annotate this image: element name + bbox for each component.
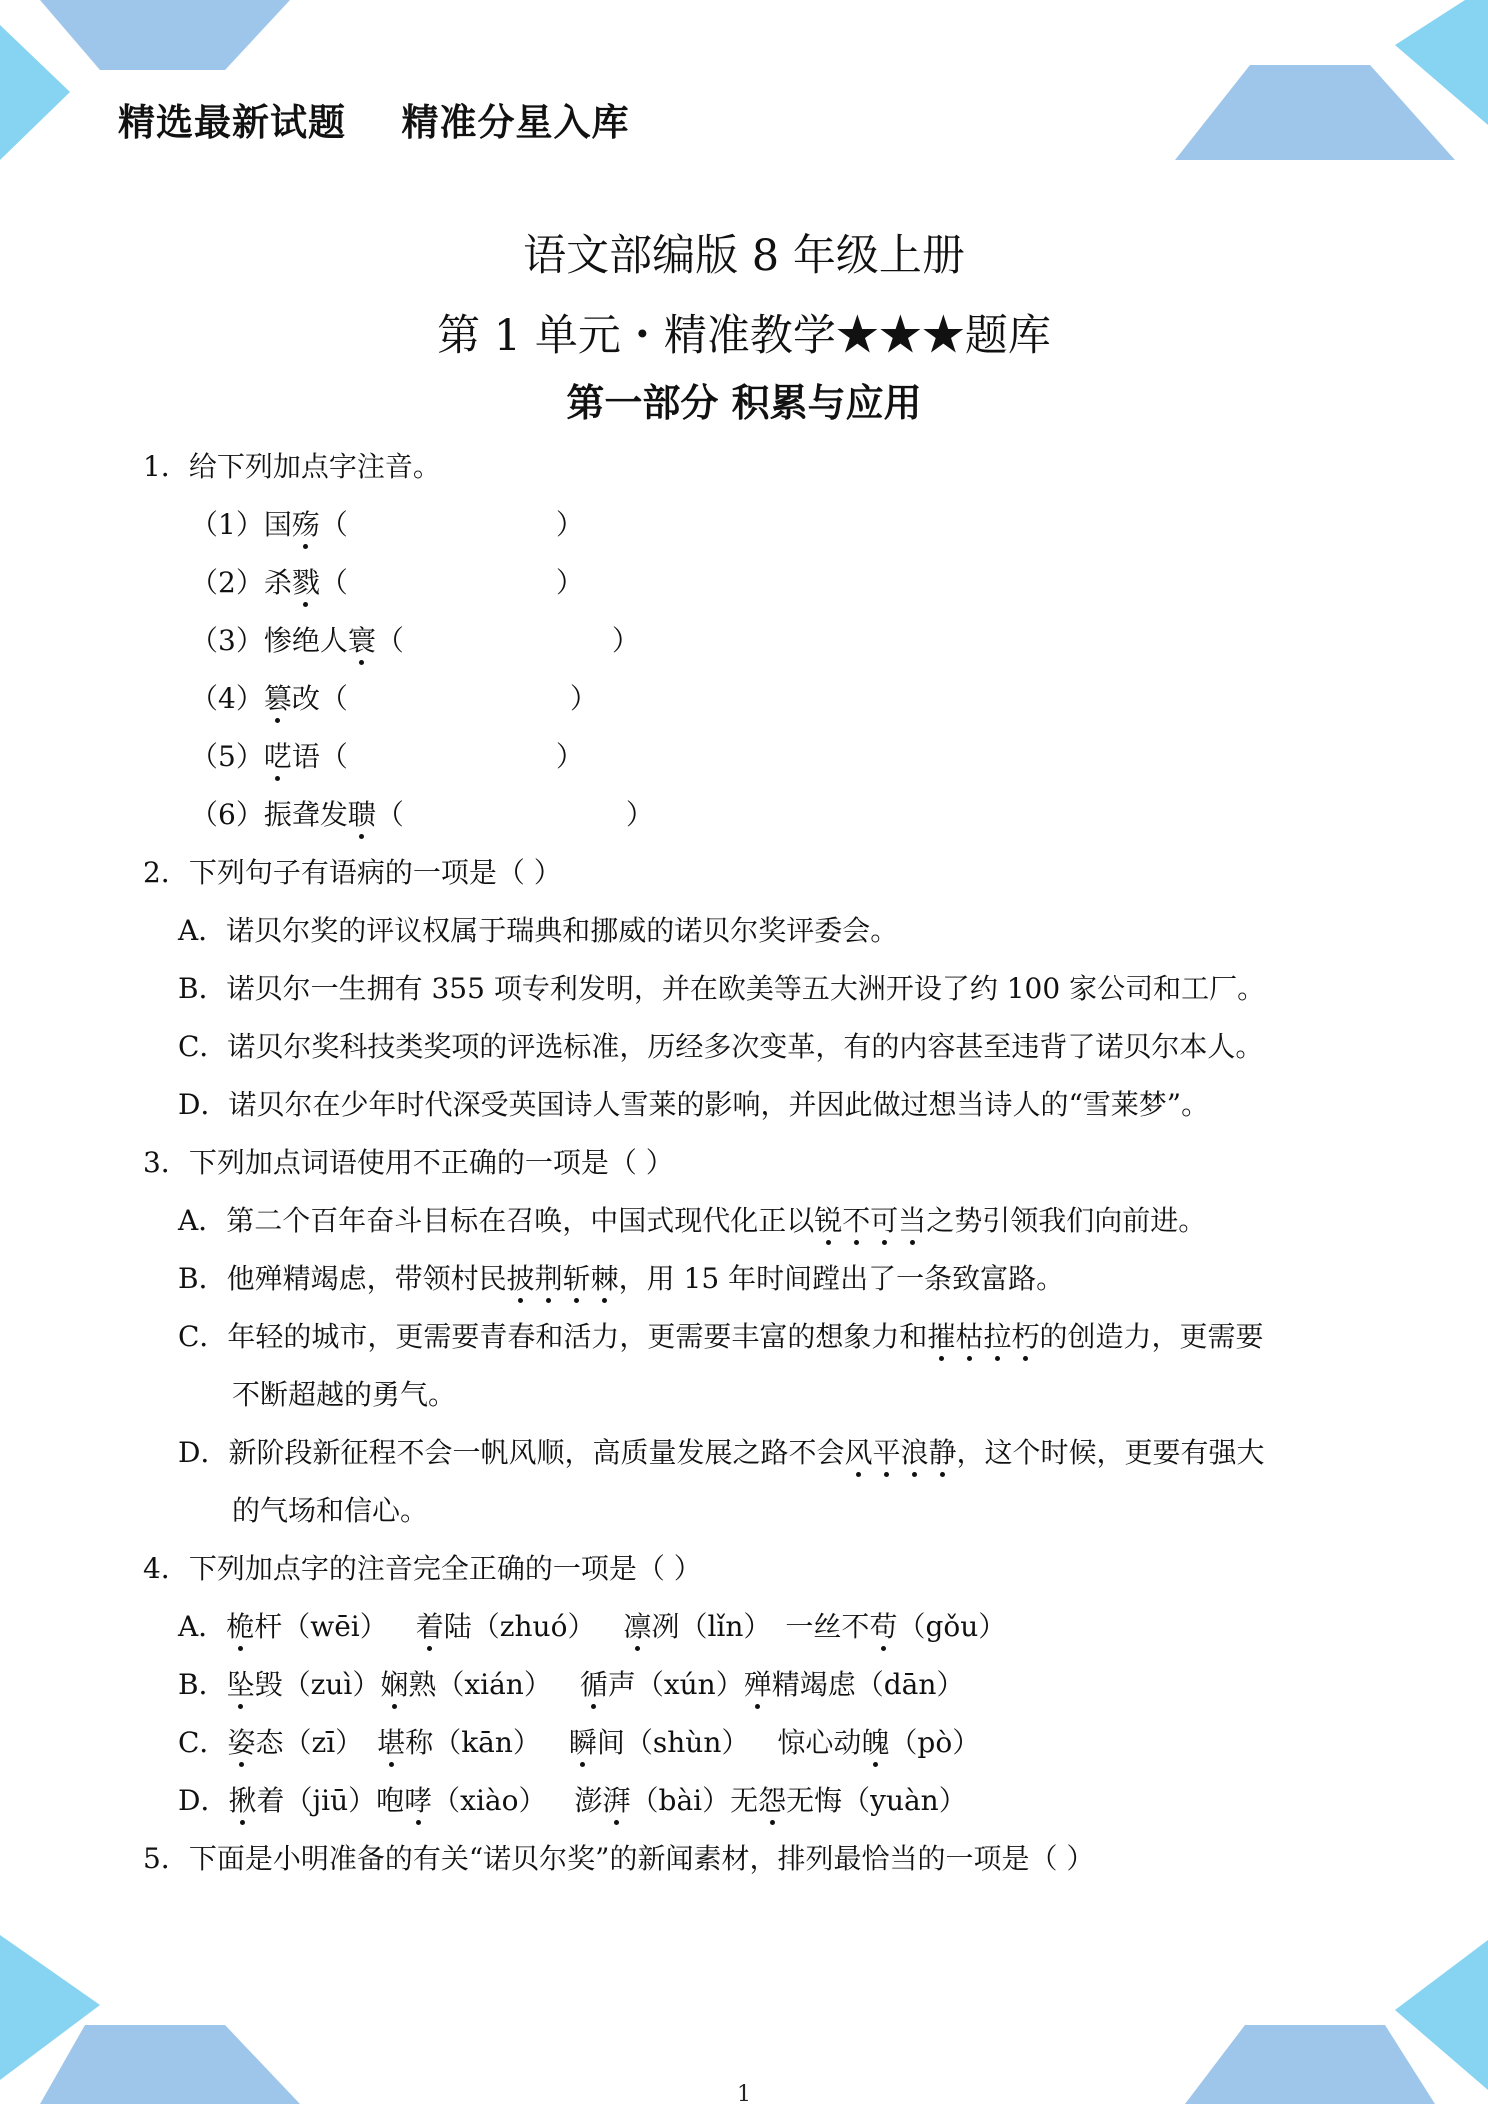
- dotted-char: 殇: [292, 505, 320, 545]
- question-2-stem: 2．下列句子有语病的一项是（ ）: [143, 856, 562, 889]
- dotted-char: 魄: [861, 1723, 889, 1763]
- dotted-char: 篡: [264, 679, 292, 719]
- q1-item-1: （1）国殇（ ）: [190, 505, 584, 545]
- dotted-char: 摧: [927, 1317, 955, 1357]
- dotted-char: 姿: [227, 1723, 255, 1763]
- q3-option-d: D．新阶段新征程不会一帆风顺，高质量发展之路不会风平浪静，这个时候，更要有强大: [178, 1433, 1265, 1473]
- q1-item-6: （6）振聋发聩（ ）: [190, 795, 654, 835]
- dotted-char: 娴: [380, 1665, 408, 1705]
- dotted-char: 坠: [227, 1665, 255, 1705]
- dotted-char: 聩: [348, 795, 376, 835]
- dotted-char: 静: [929, 1433, 957, 1473]
- q1-item-4: （4）篡改（ ）: [190, 679, 598, 719]
- dotted-char: 戮: [292, 563, 320, 603]
- dotted-char: 瞬: [569, 1723, 597, 1763]
- dotted-char: 当: [898, 1201, 926, 1241]
- bottom-right-decoration: [1175, 1930, 1488, 2104]
- question-3-stem: 3．下列加点词语使用不正确的一项是（ ）: [143, 1146, 674, 1179]
- q3-option-c-continued: 不断超越的勇气。: [232, 1378, 457, 1411]
- dotted-char: 凛: [623, 1607, 651, 1647]
- dotted-char: 棘: [591, 1259, 619, 1299]
- dotted-char: 哮: [404, 1781, 432, 1821]
- document-title: 语文部编版 8 年级上册: [523, 231, 965, 281]
- unit-title: 第 1 单元・精准教学★★★题库: [437, 311, 1051, 361]
- dotted-char: 堪: [377, 1723, 405, 1763]
- q2-option-c: C．诺贝尔奖科技类奖项的评选标准，历经多次变革，有的内容甚至违背了诺贝尔本人。: [178, 1030, 1264, 1063]
- dotted-char: 浪: [900, 1433, 928, 1473]
- dotted-char: 不: [842, 1201, 870, 1241]
- header-brand: 精选最新试题 精准分星入库: [118, 101, 630, 144]
- dotted-char: 锐: [814, 1201, 842, 1241]
- question-5-stem: 5．下面是小明准备的有关“诺贝尔奖”的新闻素材，排列最恰当的一项是（ ）: [143, 1842, 1095, 1875]
- dotted-char: 披: [507, 1259, 535, 1299]
- page-number: 1: [737, 2082, 751, 2107]
- top-right-decoration: [1170, 0, 1488, 160]
- dotted-char: 怨: [758, 1781, 786, 1821]
- question-1-stem: 1．给下列加点字注音。: [143, 450, 441, 483]
- dotted-char: 循: [580, 1665, 608, 1705]
- dotted-char: 朽: [1011, 1317, 1039, 1357]
- q1-item-2: （2）杀戮（ ）: [190, 563, 584, 603]
- question-4-stem: 4．下列加点字的注音完全正确的一项是（ ）: [143, 1552, 702, 1585]
- q3-option-a: A．第二个百年奋斗目标在召唤，中国式现代化正以锐不可当之势引领我们向前进。: [178, 1201, 1206, 1241]
- dotted-char: 平: [872, 1433, 900, 1473]
- part-title: 第一部分 积累与应用: [566, 381, 922, 425]
- q3-option-b: B．他殚精竭虑，带领村民披荆斩棘，用 15 年时间蹚出了一条致富路。: [178, 1259, 1064, 1299]
- q1-item-5: （5）呓语（ ）: [190, 737, 584, 777]
- dotted-char: 拉: [983, 1317, 1011, 1357]
- dotted-char: 湃: [603, 1781, 631, 1821]
- q3-option-c: C．年轻的城市，更需要青春和活力，更需要丰富的想象力和摧枯拉朽的创造力，更需要: [178, 1317, 1264, 1357]
- q4-option-a: A．桅杆（wēi） 着陆（zhuó） 凛冽（lǐn） 一丝不苟（gǒu）: [178, 1607, 1006, 1647]
- q2-option-a: A．诺贝尔奖的评议权属于瑞典和挪威的诺贝尔奖评委会。: [178, 914, 899, 947]
- dotted-char: 斩: [563, 1259, 591, 1299]
- dotted-char: 殚: [744, 1665, 772, 1705]
- dotted-char: 可: [870, 1201, 898, 1241]
- dotted-char: 寰: [348, 621, 376, 661]
- bottom-left-decoration: [0, 1930, 310, 2104]
- q1-item-3: （3）惨绝人寰（ ）: [190, 621, 640, 661]
- q4-option-c: C．姿态（zī） 堪称（kān） 瞬间（shùn） 惊心动魄（pò）: [178, 1723, 980, 1763]
- dotted-char: 枯: [955, 1317, 983, 1357]
- dotted-char: 荆: [535, 1259, 563, 1299]
- dotted-char: 风: [844, 1433, 872, 1473]
- dotted-char: 桅: [226, 1607, 254, 1647]
- dotted-char: 揪: [228, 1781, 256, 1821]
- q3-option-d-continued: 的气场和信心。: [232, 1494, 429, 1527]
- q4-option-d: D．揪着（jiū）咆哮（xiào） 澎湃（bài）无怨无悔（yuàn）: [178, 1781, 967, 1821]
- dotted-char: 呓: [264, 737, 292, 777]
- q4-option-b: B．坠毁（zuì）娴熟（xián） 循声（xún）殚精竭虑（dān）: [178, 1665, 964, 1705]
- q2-option-d: D．诺贝尔在少年时代深受英国诗人雪莱的影响，并因此做过想当诗人的“雪莱梦”。: [178, 1088, 1210, 1121]
- q2-option-b: B．诺贝尔一生拥有 355 项专利发明，并在欧美等五大洲开设了约 100 家公司和工厂。: [178, 972, 1266, 1005]
- dotted-char: 苟: [869, 1607, 897, 1647]
- dotted-char: 着: [416, 1607, 444, 1647]
